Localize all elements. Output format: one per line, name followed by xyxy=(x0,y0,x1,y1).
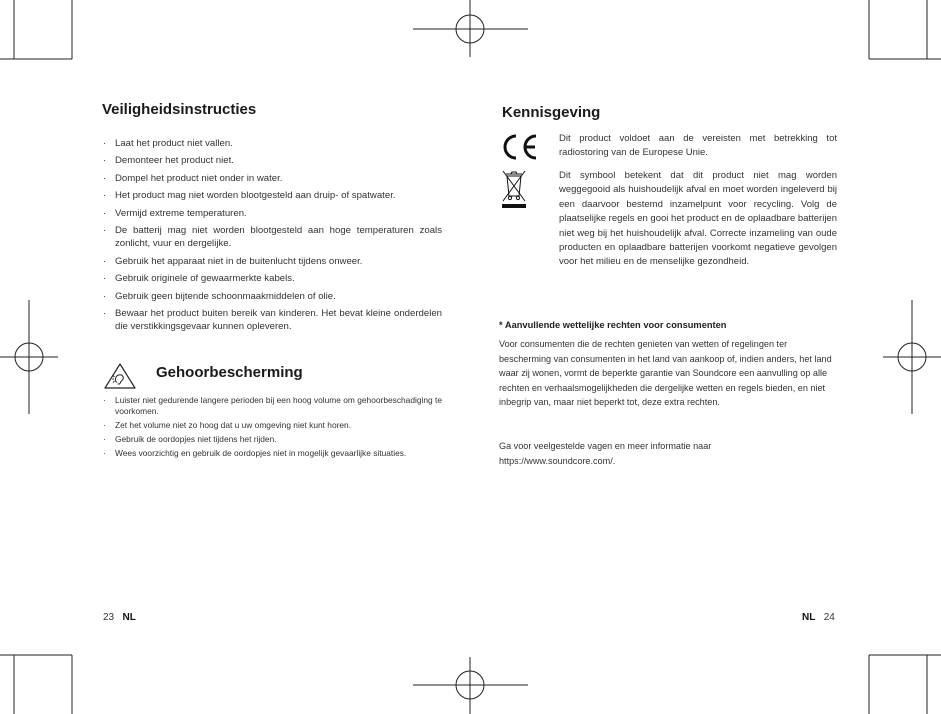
list-item: · Gebruik geen bijtende schoonmaakmiddelen of olie. xyxy=(102,290,442,303)
right-folio xyxy=(802,612,835,623)
list-item: · Gebruik originele of gewaarmerkte kabels. xyxy=(102,272,442,285)
ce-mark-icon xyxy=(500,132,540,162)
notice-title: Kennisgeving xyxy=(502,104,601,121)
list-item: · Bewaar het product buiten bereik van kinderen. Het bevat kleine onderdelen die verstikkingsgevaar kunnen opleveren. xyxy=(102,307,442,334)
list-item: · Gebruik het apparaat niet in de buitenlucht tijdens onweer. xyxy=(102,255,442,268)
ce-text: Dit product voldoet aan de vereisten met betrekking tot radiostoring van de Europese Unie. xyxy=(559,133,837,159)
rights-text: Voor consumenten die de rechten genieten van wetten of regelingen ter bescherming van consumenten in het land van aankoop of, indien anders, het land waar zij wonen, vormt de beperkte garantie van Soundcore een aanvulling op alle rechten en verhaalsmogelijkheden die dergelijke wetten en regels bieden, en niet inbegrip van, maar niet beperkt tot, deze extra rechten. xyxy=(499,339,832,408)
hearing-list xyxy=(102,395,442,462)
list-item: · Demonteer het product niet. xyxy=(102,154,442,167)
safety-list xyxy=(102,137,442,338)
list-item: · De batterij mag niet worden blootgesteld aan hoge temperaturen zoals zonlicht, vuur en dergelijke. xyxy=(102,224,442,251)
language-code: NL xyxy=(122,612,136,623)
page-number: 23 xyxy=(103,612,115,623)
list-item: · Dompel het product niet onder in water. xyxy=(102,172,442,185)
left-folio xyxy=(103,612,136,623)
hearing-title: Gehoorbescherming xyxy=(156,364,303,381)
list-item: · Vermijd extreme temperaturen. xyxy=(102,207,442,220)
rights-title: * Aanvullende wettelijke rechten voor consumenten xyxy=(499,320,727,330)
list-item: · Het product mag niet worden blootgesteld aan druip- of spatwater. xyxy=(102,189,442,202)
hearing-warning-icon xyxy=(103,362,137,390)
weee-text: Dit symbool betekent dat dit product niet mag worden weggegooid als huishoudelijk afval en moet worden ingeleverd bij een daarvoor bestemd inzamelpunt voor recycling. Volg de plaatselijke regels en gooi het product en de oplaadbare batterijen niet weg bij het huishoudelijk afval. Correcte inzameling van oude producten en oplaadbare batterijen voorkomt negatieve gevolgen voor het milieu en de menselijke gezondheid. xyxy=(559,170,837,268)
language-code: NL xyxy=(802,612,816,623)
list-item: · Gebruik de oordopjes niet tijdens het rijden. xyxy=(102,434,442,445)
list-item: · Laat het product niet vallen. xyxy=(102,137,442,150)
weee-bin-icon xyxy=(500,168,528,210)
page-number: 24 xyxy=(823,612,835,623)
more-info-text: Ga voor veelgestelde vagen en meer informatie naar https://www.soundcore.com/. xyxy=(499,441,712,466)
list-item: · Zet het volume niet zo hoog dat u uw omgeving niet kunt horen. xyxy=(102,420,442,431)
list-item: · Wees voorzichtig en gebruik de oordopjes niet in mogelijk gevaarlijke situaties. xyxy=(102,448,442,459)
list-item: · Luister niet gedurende langere perioden bij een hoog volume om gehoorbeschadiging te voorkomen. xyxy=(102,395,442,417)
safety-title: Veiligheidsinstructies xyxy=(102,101,257,118)
